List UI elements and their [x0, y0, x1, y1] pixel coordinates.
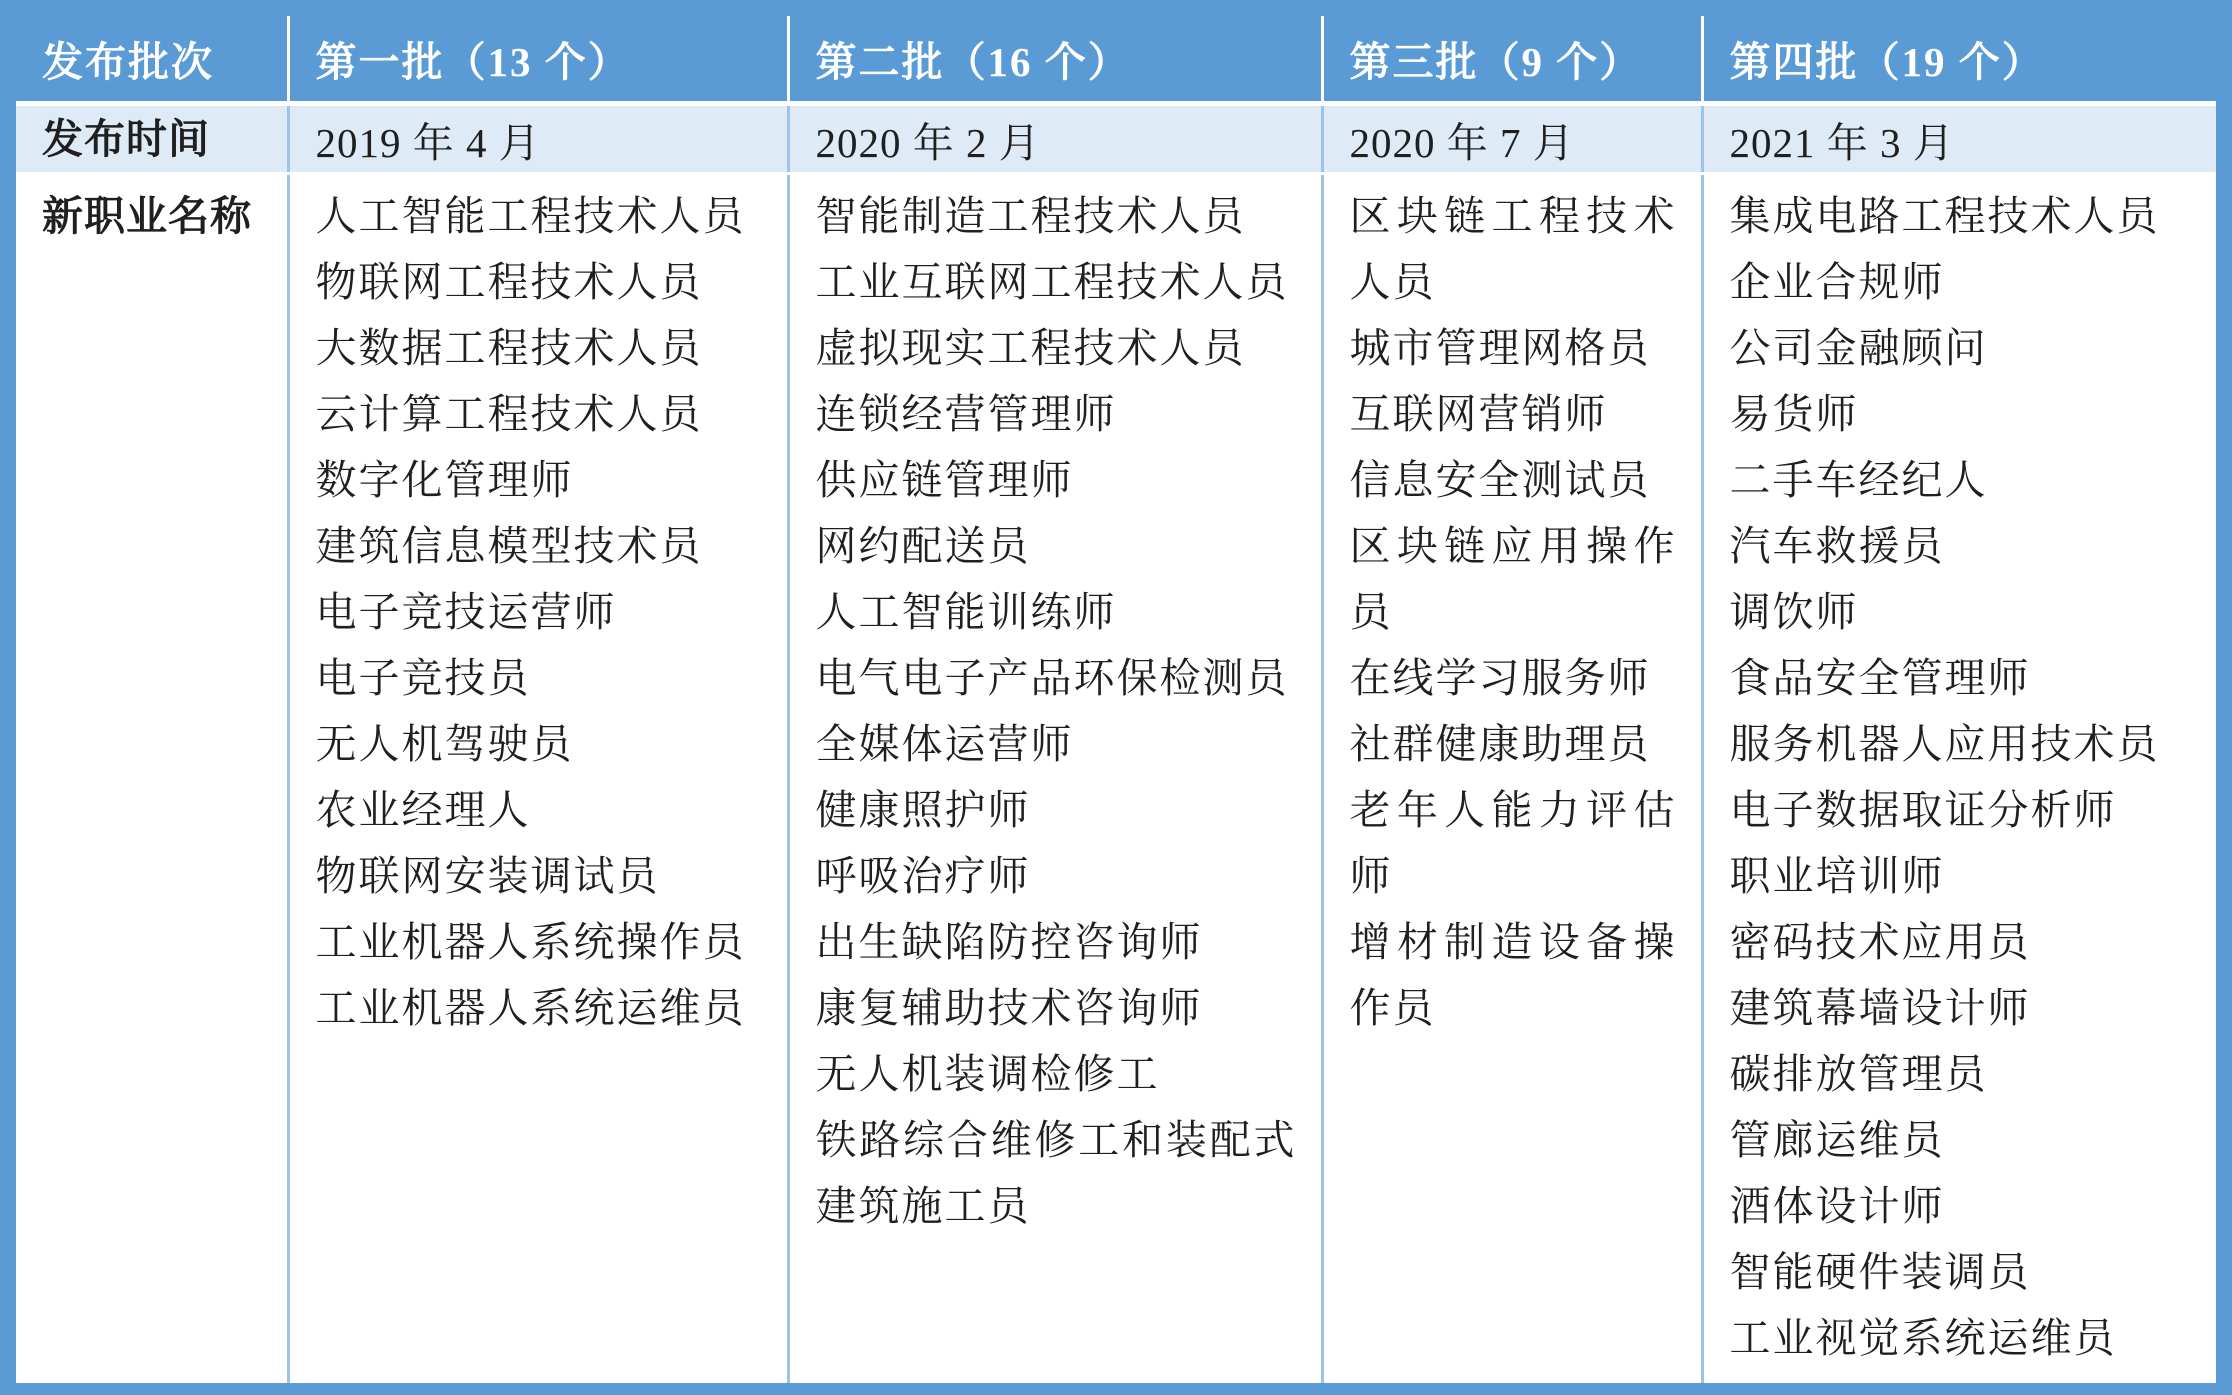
occupation-item: 人工智能工程技术人员	[315, 193, 746, 239]
occupation-item: 在线学习服务师	[1349, 655, 1651, 701]
occupation-item: 区块链工程技术人员	[1349, 193, 1677, 305]
occupation-cell-batch-3	[1322, 174, 1702, 1384]
occupation-item: 管廊运维员	[1729, 1117, 1945, 1163]
occupation-item: 农业经理人	[315, 787, 531, 833]
occupation-item: 酒体设计师	[1729, 1183, 1945, 1229]
header-corner-label: 发布批次	[16, 16, 288, 104]
new-occupations-table	[16, 16, 2216, 1383]
occupation-item: 人工智能训练师	[815, 589, 1117, 635]
occupation-item: 出生缺陷防控咨询师	[815, 919, 1203, 965]
occupation-item: 无人机驾驶员	[315, 721, 574, 767]
release-date-batch-4: 2021 年 3 月	[1702, 104, 2216, 174]
header-batch-2: 第二批（16 个）	[788, 16, 1322, 104]
occupation-item: 汽车救援员	[1729, 523, 1945, 569]
occupation-item: 工业机器人系统操作员	[315, 919, 746, 965]
row-label-occupation-names: 新职业名称	[42, 193, 252, 239]
occupation-item: 电气电子产品环保检测员	[815, 655, 1289, 701]
occupation-item: 建筑信息模型技术员	[315, 523, 703, 569]
occupation-item: 建筑幕墙设计师	[1729, 985, 2031, 1031]
occupation-item: 供应链管理师	[815, 457, 1074, 503]
occupation-item: 物联网安装调试员	[315, 853, 660, 899]
occupation-item: 网约配送员	[815, 523, 1031, 569]
occupation-item: 电子数据取证分析师	[1729, 787, 2117, 833]
occupation-item: 云计算工程技术人员	[315, 391, 703, 437]
header-row	[16, 16, 2216, 104]
occupation-item: 铁路综合维修工和装配式建筑施工员	[815, 1117, 1297, 1229]
release-date-batch-3: 2020 年 7 月	[1322, 104, 1702, 174]
occupation-item: 工业视觉系统运维员	[1729, 1315, 2117, 1361]
header-batch-4: 第四批（19 个）	[1702, 16, 2216, 104]
occupation-item: 碳排放管理员	[1729, 1051, 1988, 1097]
occupation-item: 信息安全测试员	[1349, 457, 1651, 503]
occupation-item: 物联网工程技术人员	[315, 259, 703, 305]
occupation-list-batch-3	[1350, 183, 1677, 1041]
occupation-item: 智能硬件装调员	[1729, 1249, 2031, 1295]
header-batch-1: 第一批（13 个）	[288, 16, 788, 104]
occupation-item: 集成电路工程技术人员	[1729, 193, 2160, 239]
release-date-batch-1: 2019 年 4 月	[288, 104, 788, 174]
occupation-item: 康复辅助技术咨询师	[815, 985, 1203, 1031]
occupation-item: 二手车经纪人	[1729, 457, 1988, 503]
occupation-item: 职业培训师	[1729, 853, 1945, 899]
occupation-item: 公司金融顾问	[1729, 325, 1988, 371]
occupation-cell-batch-1	[288, 174, 788, 1384]
occupation-names-row	[16, 174, 2216, 1384]
occupation-item: 健康照护师	[815, 787, 1031, 833]
occupation-cell-batch-2	[788, 174, 1322, 1384]
occupation-item: 城市管理网格员	[1349, 325, 1651, 371]
occupation-cell-batch-4	[1702, 174, 2216, 1384]
occupation-item: 数字化管理师	[315, 457, 574, 503]
occupation-item: 易货师	[1729, 391, 1859, 437]
header-batch-3: 第三批（9 个）	[1322, 16, 1702, 104]
occupation-list-batch-4	[1730, 183, 2193, 1371]
occupation-item: 互联网营销师	[1349, 391, 1608, 437]
occupation-item: 连锁经营管理师	[815, 391, 1117, 437]
occupation-item: 全媒体运营师	[815, 721, 1074, 767]
occupation-item: 密码技术应用员	[1729, 919, 2031, 965]
occupation-item: 智能制造工程技术人员	[815, 193, 1246, 239]
occupation-item: 电子竞技员	[315, 655, 531, 701]
occupation-item: 大数据工程技术人员	[315, 325, 703, 371]
occupation-item: 虚拟现实工程技术人员	[815, 325, 1246, 371]
occupation-item: 增材制造设备操作员	[1349, 919, 1677, 1031]
occupation-item: 老年人能力评估师	[1349, 787, 1677, 899]
release-date-batch-2: 2020 年 2 月	[788, 104, 1322, 174]
row-label-release-date: 发布时间	[16, 104, 288, 174]
occupation-item: 工业机器人系统运维员	[315, 985, 746, 1031]
occupation-item: 社群健康助理员	[1349, 721, 1651, 767]
occupation-item: 调饮师	[1729, 589, 1859, 635]
occupation-item: 工业互联网工程技术人员	[815, 259, 1289, 305]
occupation-item: 企业合规师	[1729, 259, 1945, 305]
release-date-row	[16, 104, 2216, 174]
occupation-list-batch-2	[816, 183, 1297, 1239]
occupation-item: 电子竞技运营师	[315, 589, 617, 635]
occupation-item: 服务机器人应用技术员	[1729, 721, 2160, 767]
occupation-item: 呼吸治疗师	[815, 853, 1031, 899]
row-label-cell-occupation-names	[16, 174, 288, 1384]
occupation-item: 食品安全管理师	[1729, 655, 2031, 701]
occupation-list-batch-1	[316, 183, 763, 1041]
occupation-item: 无人机装调检修工	[815, 1051, 1160, 1097]
occupation-item: 区块链应用操作员	[1349, 523, 1677, 635]
